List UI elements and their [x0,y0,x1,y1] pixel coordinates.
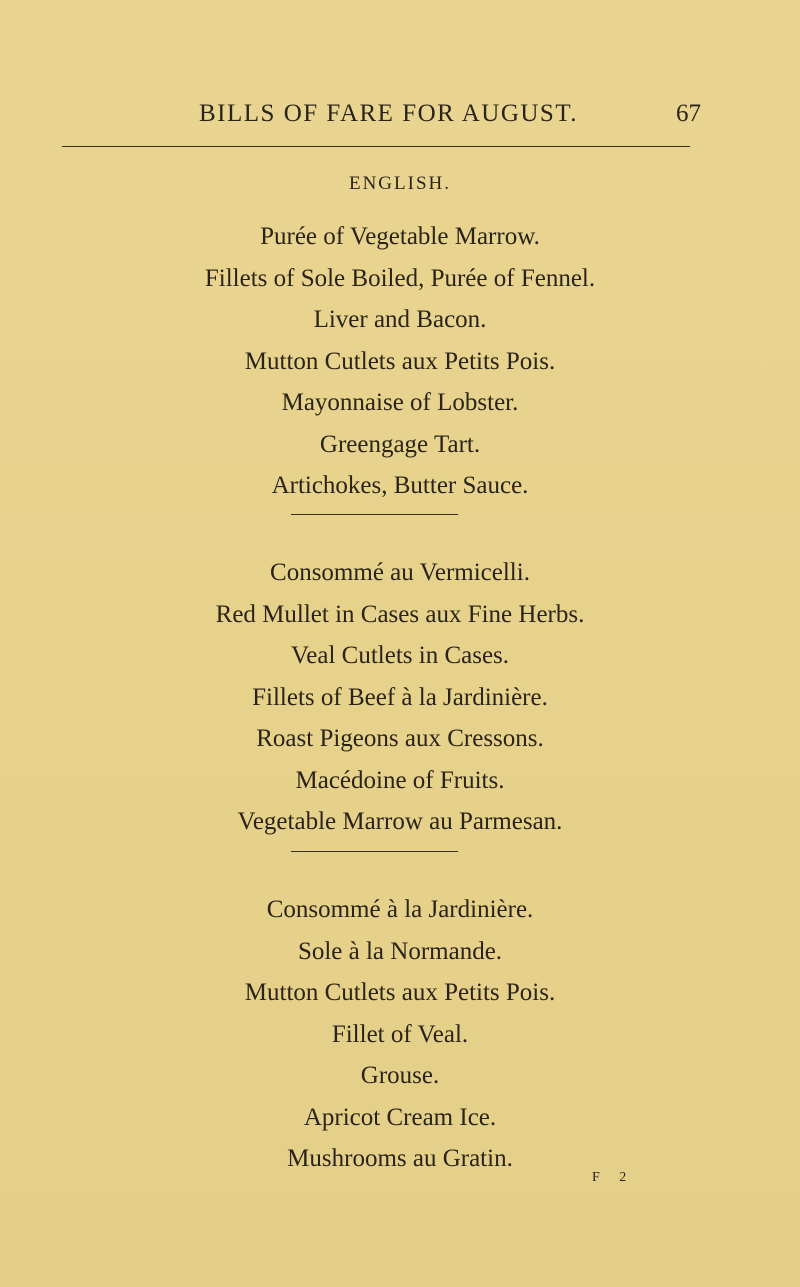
menu-item: Vegetable Marrow au Parmesan. [237,808,563,835]
signature-mark: F 2 [592,1170,635,1185]
menu-item: Mushrooms au Gratin. [287,1145,513,1172]
menu-item: Grouse. [360,1062,440,1089]
menu-divider [291,514,458,515]
menu-item: Fillet of Veal. [331,1020,469,1048]
menu-item: Artichokes, Butter Sauce. [271,472,529,499]
menu-item: Greengage Tart. [319,430,481,458]
bill-of-fare-1 [0,216,800,507]
running-title: BILLS OF FARE FOR AUGUST. [199,100,578,127]
section-label: ENGLISH. [348,173,452,194]
menu-item: Sole à la Normande. [297,937,503,965]
menu-item: Consommé à la Jardinière. [266,896,534,923]
menu-item: Fillets of Sole Boiled, Purée of Fennel. [204,264,596,292]
menu-item: Red Mullet in Cases aux Fine Herbs. [215,600,585,628]
menu-item: Fillets of Beef à la Jardinière. [252,683,548,711]
menu-item: Roast Pigeons aux Cressons. [256,725,544,752]
menu-item: Apricot Cream Ice. [303,1103,497,1131]
menu-item: Macédoine of Fruits. [295,766,505,794]
header-rule [62,146,690,147]
menu-item: Mayonnaise of Lobster. [281,389,519,416]
menu-item: Veal Cutlets in Cases. [290,642,510,669]
menu-divider [291,851,458,852]
menu-item: Mutton Cutlets aux Petits Pois. [244,347,556,375]
bill-of-fare-3 [0,889,800,1180]
running-head [0,100,800,136]
menu-item: Purée of Vegetable Marrow. [260,223,540,250]
page-number: 67 [676,100,701,127]
menu-item: Liver and Bacon. [313,306,487,333]
bill-of-fare-2 [0,552,800,843]
menu-item: Consommé au Vermicelli. [270,559,530,586]
menu-item: Mutton Cutlets aux Petits Pois. [244,979,556,1006]
